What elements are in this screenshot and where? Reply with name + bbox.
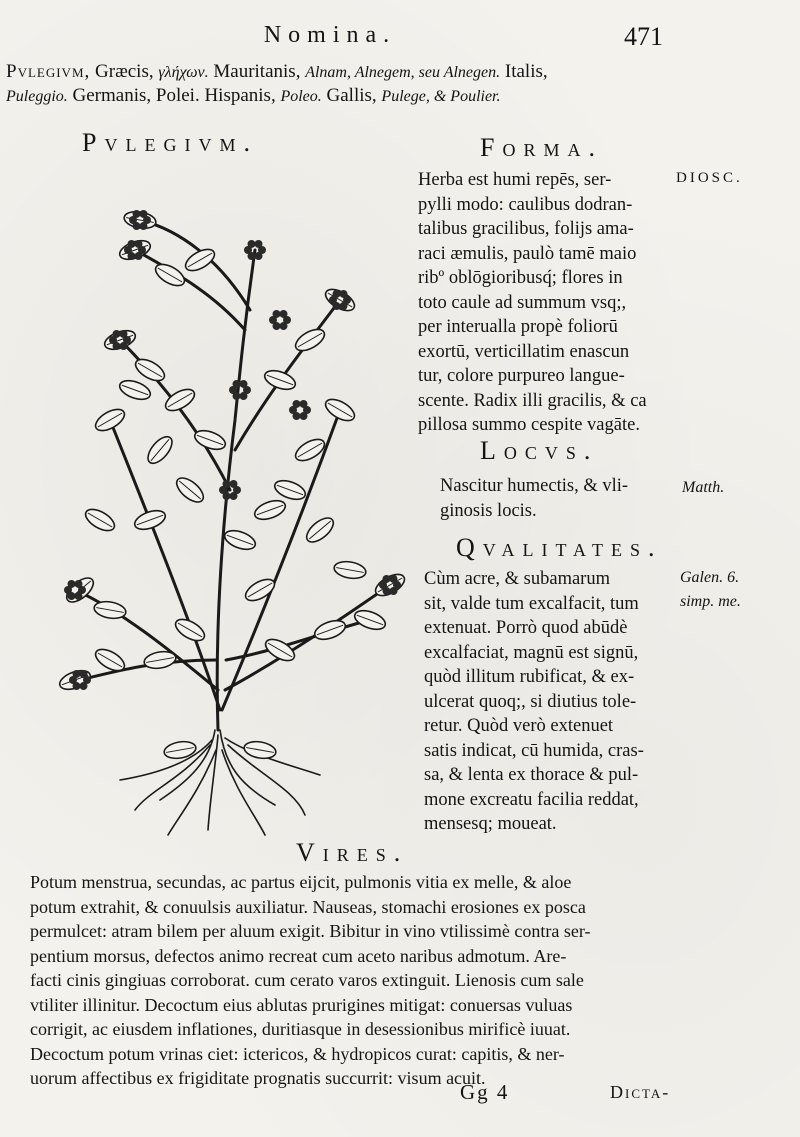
flower-petal [293, 400, 301, 408]
flower-petal [140, 222, 148, 230]
flower-petal [120, 330, 128, 338]
text-line: exortū, verticillatim enascun [418, 341, 630, 362]
flower-petal [73, 670, 81, 678]
text-line: pillosa summo cespite vagāte. [418, 415, 640, 435]
qualitates-heading: Qvalitates. [456, 533, 663, 562]
text-line: extenuat. Porrò quod abūdè [424, 618, 628, 638]
flower-petal [230, 492, 238, 500]
locus-heading: Locvs. [480, 436, 599, 465]
text-line: corrigit, ac eiusdem inflationes, duritiasque in desessionibus mirificè iuuat. [30, 1019, 571, 1039]
flower-petal [140, 210, 148, 218]
locus-margin-note: Matth. [682, 479, 725, 496]
flower-petal [333, 290, 341, 298]
forma-heading: Forma. [480, 133, 603, 162]
names-segment: Puleggio. [6, 88, 68, 105]
names-segment: Pvlegivm, [6, 61, 91, 82]
flower-petal [300, 400, 308, 408]
page-number: 471 [624, 22, 663, 51]
flower-petal [383, 575, 391, 583]
flower-petal [280, 310, 288, 318]
names-segment: γλήχων. [158, 64, 209, 81]
locus-text [440, 474, 628, 523]
names-segment: Poleo. [280, 88, 322, 105]
text-line: Decoctum potum vrinas ciet: ictericos, & hydropicos curat: capitis, & ner- [30, 1043, 565, 1064]
vires-text [30, 870, 710, 1091]
flower-petal [135, 240, 143, 248]
text-line: sa, & lenta ex thorace & pul- [424, 765, 639, 785]
flower-petal [340, 302, 348, 310]
flower-petal [340, 290, 348, 298]
names-segment: Mauritanis, [208, 61, 306, 82]
flower-petal [248, 240, 256, 248]
flower-petal [128, 240, 136, 248]
flower-petal [390, 575, 398, 583]
text-line: Herba est humi repēs, ser- [418, 170, 612, 190]
text-line: Potum menstrua, secundas, ac partus eijcit, pulmonis vitia ex melle, & aloe [30, 872, 572, 892]
names-segment: Italis, [500, 61, 548, 82]
text-line: satis indicat, cū humida, cras- [424, 740, 644, 761]
flower-petal [80, 682, 88, 690]
illustration-title: Pvlegivm. [82, 128, 258, 157]
names-segment: Pulege, & Poulier. [381, 88, 501, 105]
names-line-1 [6, 60, 706, 85]
flower-petal [80, 670, 88, 678]
text-line: facti cinis gingiuas corroborat. cum cerato varos extinguit. Lienosis cum sale [30, 970, 584, 990]
qualitates-margin-note-1: Galen. 6. [680, 569, 740, 586]
text-line: ulcerat quoq;, si diutius tole- [424, 691, 637, 712]
flower-petal [240, 380, 248, 388]
flower-petal [135, 252, 143, 260]
names-segment: Alnam, Alnegem, seu Alnegen. [305, 64, 501, 81]
names-segment: Polei. [155, 85, 200, 106]
text-line: vtiliter illinitur. Decoctum eius ablutas prurigines mitigat: conuersas vuluas [30, 994, 573, 1015]
text-line: talibus gracilibus, folijs ama- [418, 219, 634, 239]
flower-petal [113, 330, 121, 338]
text-line: potum extrahit, & conuulsis auxiliatur. Nauseas, stomachi erosiones ex posca [30, 896, 586, 917]
names-line-2 [6, 84, 706, 109]
text-line: pentium morsus, defectos animo recreat cum aceto naribus admotum. Are- [30, 945, 567, 966]
names-segment: Gallis, [321, 85, 382, 106]
flower-petal [240, 392, 248, 400]
text-line: uorum affectibus ex frigiditate prognatis succurrit: visum acuit. [30, 1068, 486, 1088]
names-segment: Græcis, [90, 61, 159, 82]
page-header-title: Nomina. [263, 22, 397, 48]
text-line: scente. Radix illi gracilis, & ca [418, 390, 647, 411]
text-line: retur. Quòd verò extenuet [424, 716, 614, 736]
forma-text [418, 168, 647, 438]
flower-petal [255, 252, 263, 260]
flower-petal [223, 480, 231, 488]
flower-petal [233, 380, 241, 388]
text-line: raci æmulis, paulò tamē maio [418, 243, 637, 264]
text-line: excalfaciat, magnū est signū, [424, 642, 639, 663]
flower-petal [230, 480, 238, 488]
flower-petal [75, 592, 83, 600]
flower-petal [273, 310, 281, 318]
flower-petal [390, 587, 398, 595]
flower-petal [68, 580, 76, 588]
names-segment: Germanis, [67, 85, 156, 106]
forma-margin-note: DIOSC. [676, 170, 743, 186]
flower-petal [300, 412, 308, 420]
text-line: pylli modo: caulibus dodran- [418, 194, 633, 215]
qualitates-margin-note-2: simp. me. [680, 593, 741, 610]
flower-petal [255, 240, 263, 248]
pennyroyal-plant-woodcut-icon [40, 190, 420, 840]
text-line: ribº oblōgioribusq́; flores in [418, 268, 623, 288]
flower-petal [133, 210, 141, 218]
text-line: sit, valde tum excalfacit, tum [424, 593, 639, 614]
text-line: mensesq; moueat. [424, 814, 557, 834]
text-line: tur, colore purpureo langue- [418, 366, 625, 386]
catchword: Dicta- [610, 1082, 671, 1102]
text-line: per interualla propè foliorū [418, 317, 618, 337]
text-line: ginosis locis. [440, 500, 537, 521]
flower-petal [75, 580, 83, 588]
text-line: toto caule ad summum vsq;, [418, 292, 627, 313]
qualitates-text [424, 567, 644, 837]
signature-mark: Gg 4 [460, 1080, 510, 1104]
text-line: Cùm acre, & subamarum [424, 569, 610, 589]
text-line: quòd illitum rubificat, & ex- [424, 667, 635, 687]
flower-petal [120, 342, 128, 350]
text-line: Nascitur humectis, & vli- [440, 476, 629, 496]
vires-heading: Vires. [296, 838, 409, 867]
text-line: mone excreatu facilia reddat, [424, 789, 639, 810]
flower-petal [280, 322, 288, 330]
text-line: permulcet: atram bilem per aluum exigit. Bibitur in vino vtilissimè contra ser- [30, 921, 591, 941]
names-segment: Hispanis, [199, 85, 281, 106]
